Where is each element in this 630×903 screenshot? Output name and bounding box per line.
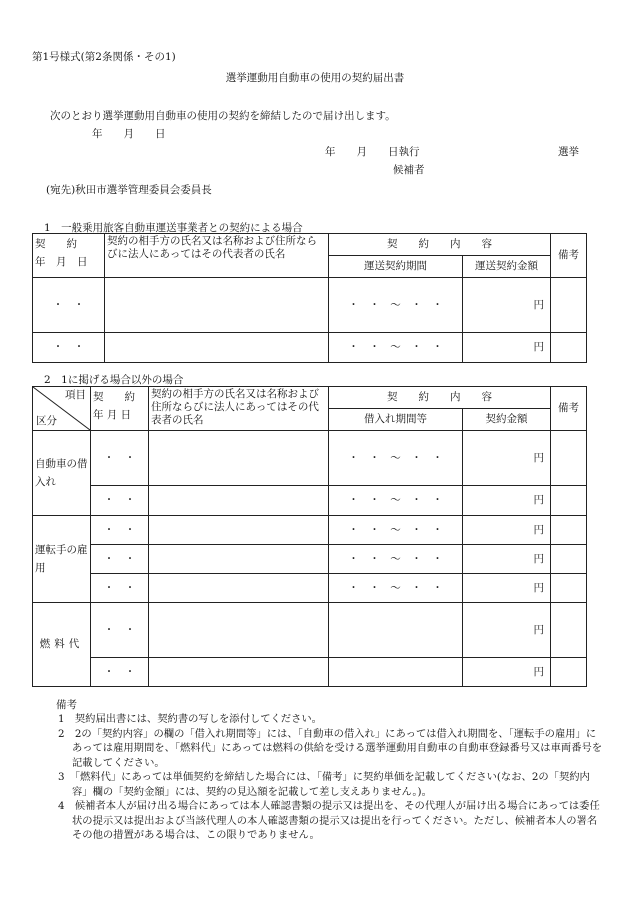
section2-table <box>32 386 587 687</box>
group-driver-employment: 運転手の雇用 <box>33 516 91 603</box>
s2-g2-r3-party[interactable] <box>149 574 329 603</box>
intro-text: 次のとおり選挙運動用自動車の使用の契約を締結したので届け出します。 <box>50 110 396 122</box>
s2-g2-r1-date[interactable]: ・ ・ <box>91 516 149 545</box>
s2-item-category-header <box>33 387 91 431</box>
candidate-label: 候補者 <box>393 164 425 176</box>
s2-g2-r3-amount[interactable]: 円 <box>463 574 551 603</box>
s2-g3-r2-party[interactable] <box>149 658 329 687</box>
s2-g1-r2-amount[interactable]: 円 <box>463 486 551 516</box>
s2-amount-header: 契約金額 <box>463 409 551 431</box>
s2-g1-r2-party[interactable] <box>149 486 329 516</box>
addressee: (宛先)秋田市選挙管理委員会委員長 <box>46 184 212 196</box>
s2-g3-r1-remarks[interactable] <box>551 603 587 658</box>
s1-row2-period[interactable]: ・ ・ ～ ・ ・ <box>329 333 463 363</box>
s1-row2-remarks[interactable] <box>551 333 587 363</box>
s1-row1-period[interactable]: ・ ・ ～ ・ ・ <box>329 278 463 333</box>
s1-period-header: 運送契約期間 <box>329 256 463 278</box>
s2-g2-r2-party[interactable] <box>149 545 329 574</box>
s2-category-label: 区分 <box>36 415 57 427</box>
s2-period-header: 借入れ期間等 <box>329 409 463 431</box>
s2-g2-r1-remarks[interactable] <box>551 516 587 545</box>
section1-table <box>32 233 587 363</box>
table-row <box>33 658 587 687</box>
s1-row2-party[interactable] <box>105 333 329 363</box>
form-title: 選挙運動用自動車の使用の契約届出書 <box>225 72 405 84</box>
s1-row2-amount[interactable]: 円 <box>463 333 551 363</box>
table-row <box>33 516 587 545</box>
s1-row1-date[interactable]: ・ ・ <box>33 278 105 333</box>
s2-g1-r1-date[interactable]: ・ ・ <box>91 431 149 486</box>
s1-party-header: 契約の相手方の氏名又は名称および住所ならびに法人にあってはその代表者の氏名 <box>105 234 329 278</box>
note-item: 2 2の「契約内容」の欄の「借入れ期間等」には、「自動車の借入れ」にあっては借入れ期間を、「運転手の雇用」にあっては雇用期間を、「燃料代」にあっては燃料の供給を受ける選挙運動用自動車の自動車登録番号又は車両番号を記載してください。 <box>58 727 603 769</box>
table-row <box>33 486 587 516</box>
submission-date: 年 月 日 <box>92 128 166 140</box>
s2-remarks-header: 備考 <box>551 387 587 431</box>
s2-g3-r2-period[interactable] <box>329 658 463 687</box>
s2-g2-r2-remarks[interactable] <box>551 545 587 574</box>
s2-g3-r2-amount[interactable]: 円 <box>463 658 551 687</box>
s2-g1-r2-remarks[interactable] <box>551 486 587 516</box>
s1-content-header: 契 約 内 容 <box>329 234 551 256</box>
section1-heading: 1 一般乗用旅客自動車運送事業者との契約による場合 <box>44 222 303 234</box>
group-fuel-cost: 燃料代 <box>33 603 91 687</box>
election-date: 年 月 日執行 <box>325 146 420 158</box>
form-number: 第1号様式(第2条関係・その1) <box>32 51 176 63</box>
s2-g1-r2-date[interactable]: ・ ・ <box>91 486 149 516</box>
s2-date-header-bottom: 年 月 日 <box>93 409 132 421</box>
group-car-rental: 自動車の借入れ <box>33 431 91 516</box>
s1-remarks-header: 備考 <box>551 234 587 278</box>
s2-date-header-top: 契 約 <box>93 391 135 403</box>
s2-g2-r3-remarks[interactable] <box>551 574 587 603</box>
s2-g1-r2-period[interactable]: ・ ・ ～ ・ ・ <box>329 486 463 516</box>
s2-g2-r1-party[interactable] <box>149 516 329 545</box>
s2-content-header: 契 約 内 容 <box>329 387 551 409</box>
s2-g3-r1-party[interactable] <box>149 603 329 658</box>
s2-g3-r1-date[interactable]: ・ ・ <box>91 603 149 658</box>
s2-g3-r2-date[interactable]: ・ ・ <box>91 658 149 687</box>
s2-party-header: 契約の相手方の氏名又は名称および住所ならびに法人にあってはその代表者の氏名 <box>149 387 329 431</box>
table-row <box>33 278 587 333</box>
s2-g2-r1-amount[interactable]: 円 <box>463 516 551 545</box>
s1-date-header <box>33 234 105 278</box>
s1-date-header-top: 契 約 <box>35 238 77 250</box>
s2-g2-r2-amount[interactable]: 円 <box>463 545 551 574</box>
s2-g1-r1-party[interactable] <box>149 431 329 486</box>
s2-g2-r2-period[interactable]: ・ ・ ～ ・ ・ <box>329 545 463 574</box>
s2-date-header <box>91 387 149 431</box>
table-row <box>33 545 587 574</box>
note-item: 4 候補者本人が届け出る場合にあっては本人確認書類の提示又は提出を、その代理人が届け出る場合にあっては委任状の提示又は提出および当該代理人の本人確認書類の提示又は提出を行ってください。ただし、候補者本人の署名その他の措置がある場合は、この限りでありません。 <box>58 800 600 841</box>
s1-date-header-bottom: 年 月 日 <box>35 256 88 268</box>
s2-g2-r1-period[interactable]: ・ ・ ～ ・ ・ <box>329 516 463 545</box>
s1-row1-remarks[interactable] <box>551 278 587 333</box>
notes-list <box>58 712 604 843</box>
s1-amount-header: 運送契約金額 <box>463 256 551 278</box>
table-row <box>33 574 587 603</box>
notes-heading: 備考 <box>56 699 77 711</box>
s2-g1-r1-amount[interactable]: 円 <box>463 431 551 486</box>
s2-g2-r2-date[interactable]: ・ ・ <box>91 545 149 574</box>
s2-g1-r1-period[interactable]: ・ ・ ～ ・ ・ <box>329 431 463 486</box>
s2-item-label: 項目 <box>65 389 86 401</box>
s1-row1-party[interactable] <box>105 278 329 333</box>
table-row <box>33 431 587 486</box>
s2-g2-r3-date[interactable]: ・ ・ <box>91 574 149 603</box>
s1-row1-amount[interactable]: 円 <box>463 278 551 333</box>
note-item: 1 契約届出書には、契約書の写しを添付してください。 <box>58 713 322 725</box>
s2-g3-r1-amount[interactable]: 円 <box>463 603 551 658</box>
election-label: 選挙 <box>558 146 579 158</box>
s2-g1-r1-remarks[interactable] <box>551 431 587 486</box>
table-row <box>33 333 587 363</box>
table-row <box>33 603 587 658</box>
s2-g3-r1-period[interactable] <box>329 603 463 658</box>
section2-heading: 2 1に掲げる場合以外の場合 <box>44 374 184 386</box>
note-item: 3 「燃料代」にあっては単価契約を締結した場合には、「備考」に契約単価を記載してください(なお、2の「契約内容」欄の「契約金額」には、契約の見込額を記載して差し支えありません。)。 <box>58 771 590 798</box>
s2-g2-r3-period[interactable]: ・ ・ ～ ・ ・ <box>329 574 463 603</box>
s2-g3-r2-remarks[interactable] <box>551 658 587 687</box>
s1-row2-date[interactable]: ・ ・ <box>33 333 105 363</box>
